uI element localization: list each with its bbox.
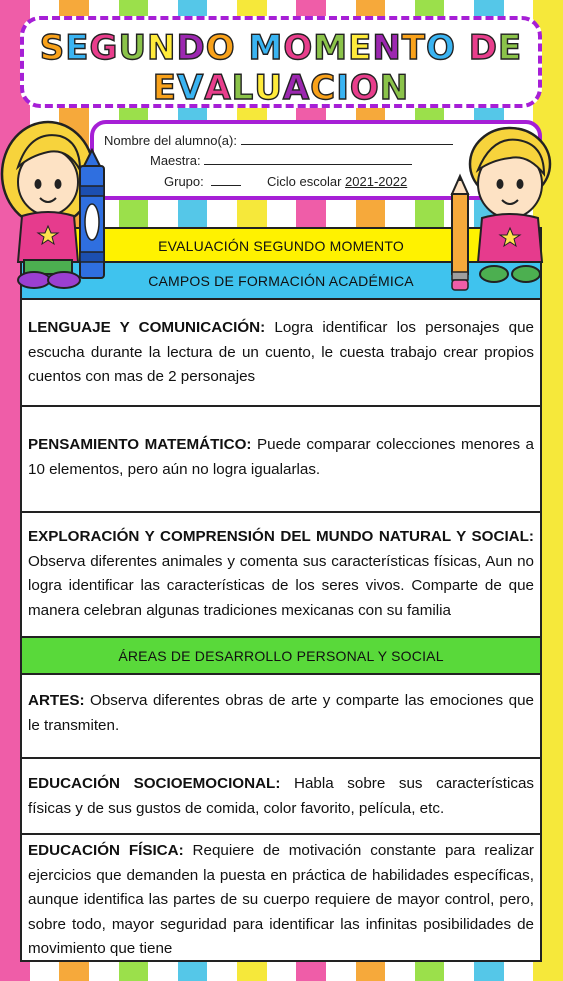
title-line-1: SEGUNDO MOMENTO DE xyxy=(39,28,523,68)
header-main-text: EVALUACIÓN SEGUNDO MOMENTO xyxy=(158,238,404,254)
field-label: ARTES: xyxy=(28,692,85,709)
field-label: LENGUAJE Y COMUNICACIÓN: xyxy=(28,319,266,336)
header-personal xyxy=(22,638,540,675)
evaluation-table xyxy=(20,227,542,962)
academic-row-exploracion xyxy=(22,513,540,638)
field-label: PENSAMIENTO MATEMÁTICO: xyxy=(28,436,252,453)
field-text: Logra identificar los personajes que escucha durante la lectura de un cuento, le cuesta trabajo crear propios cuentos con mas de 2 personajes xyxy=(28,319,534,385)
girl-with-crayon-illustration xyxy=(0,112,112,292)
personal-row-socioemocional xyxy=(22,759,540,835)
academic-row-matematico xyxy=(22,407,540,513)
teacher-field[interactable] xyxy=(204,152,412,165)
cycle-value: 2021-2022 xyxy=(345,174,408,189)
student-name-field[interactable] xyxy=(241,132,453,145)
field-text: Puede comparar colecciones menores a 10 elementos, pero aún no logra igualarlas. xyxy=(28,436,534,478)
group-label: Grupo: xyxy=(164,174,204,189)
field-text: Observa diferentes animales y comenta sus características físicas, Aun no logra identificar las características de los seres vivos. Comparte de que manera celebran algunas tradiciones mexicanas con su familia xyxy=(28,552,534,619)
header-academic-text: CAMPOS DE FORMACIÓN ACADÉMICA xyxy=(148,273,414,289)
field-text: Observa diferentes obras de arte y comparte las emociones que le transmiten. xyxy=(28,692,534,734)
group-field[interactable] xyxy=(211,173,241,186)
field-label: EDUCACIÓN FÍSICA: xyxy=(28,842,184,859)
boy-with-pencil-illustration xyxy=(448,114,560,294)
title-banner xyxy=(20,16,542,108)
cycle-label: Ciclo escolar xyxy=(267,174,342,189)
teacher-label: Maestra: xyxy=(150,153,201,168)
field-text: Habla sobre sus características físicas y de sus gustos de comida, color favorito, película, etc. xyxy=(28,775,535,817)
academic-row-lenguaje xyxy=(22,300,540,407)
field-text: Requiere de motivación constante para realizar ejercicios que demanden la puesta en práctica de habilidades específicas, aunque identifica las partes de su cuerpo requiere de mayor control, pero, sobre todo, mayor seguridad para identificar las infinitas posibilidades de movimiento que tiene xyxy=(28,842,534,957)
title-line-2: EVALUACION xyxy=(152,68,410,108)
field-label: EXPLORACIÓN Y COMPRENSIÓN DEL MUNDO NATURAL Y SOCIAL: xyxy=(28,528,534,545)
personal-row-artes xyxy=(22,675,540,759)
header-personal-text: ÁREAS DE DESARROLLO PERSONAL Y SOCIAL xyxy=(118,648,444,664)
student-name-label: Nombre del alumno(a): xyxy=(104,133,237,148)
personal-row-fisica xyxy=(22,835,540,960)
field-label: EDUCACIÓN SOCIOEMOCIONAL: xyxy=(28,775,281,792)
